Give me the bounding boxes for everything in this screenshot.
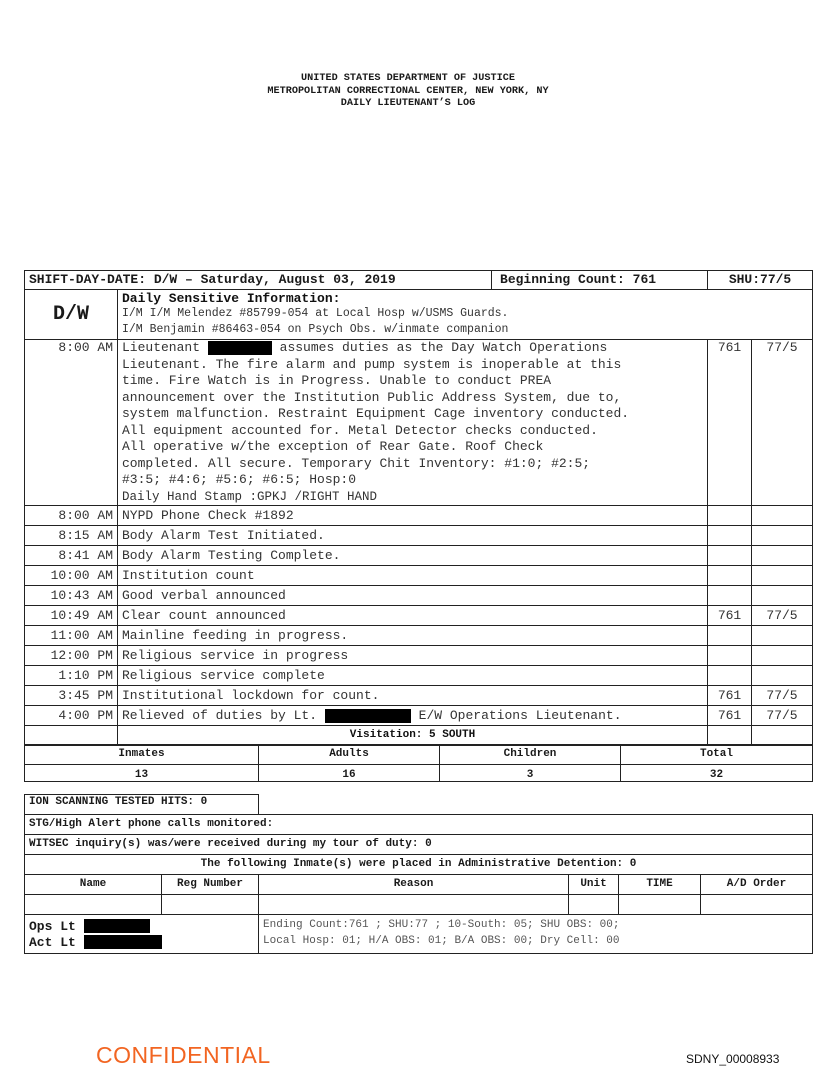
- entry-shu: 77/5: [752, 686, 813, 706]
- log-entry: [25, 566, 813, 586]
- entry-count: [708, 526, 752, 546]
- entry-text: Institutional lockdown for count.: [118, 686, 708, 706]
- visitation-table: [24, 744, 813, 782]
- document-header: [0, 73, 816, 111]
- log-entry: [25, 586, 813, 606]
- entry-text-line: announcement over the Institution Public Address System, due to,: [122, 389, 622, 405]
- log-entry: [25, 646, 813, 666]
- entry-shu: [752, 666, 813, 686]
- redaction-bar: [325, 709, 411, 723]
- log-entry: [25, 546, 813, 566]
- security-table: [24, 794, 813, 954]
- entry-text-line: All equipment accounted for. Metal Detector checks conducted.: [122, 422, 598, 438]
- entry-shu: [752, 626, 813, 646]
- entry-text: Relieved of duties by Lt.: [122, 708, 318, 723]
- log-entry: [25, 686, 813, 706]
- sensitive-info-line: I/M Benjamin #86463-054 on Psych Obs. w/inmate companion: [122, 323, 509, 336]
- log-entry: [25, 626, 813, 646]
- entry-time: 8:41 AM: [25, 546, 118, 566]
- daily-log-table: [24, 270, 813, 746]
- entry-shu: [752, 566, 813, 586]
- entry-text-line: completed. All secure. Temporary Chit Inventory: #1:0; #2:5;: [122, 455, 591, 471]
- entry-time: 4:00 PM: [25, 706, 118, 726]
- entry-text: assumes duties as the Day Watch Operations: [279, 340, 608, 355]
- redaction-bar: [84, 919, 150, 933]
- visitation-header: Adults: [259, 745, 440, 765]
- stg-monitored: STG/High Alert phone calls monitored:: [25, 814, 813, 834]
- entry-time: 10:43 AM: [25, 586, 118, 606]
- entry-shu: [752, 506, 813, 526]
- column-header-ad-order: A/D Order: [701, 874, 813, 894]
- redaction-bar: [84, 935, 162, 949]
- entry-text: E/W Operations Lieutenant.: [418, 708, 622, 723]
- entry-count: [708, 666, 752, 686]
- entry-text: Body Alarm Testing Complete.: [118, 546, 708, 566]
- header-facility: METROPOLITAN CORRECTIONAL CENTER, NEW YORK, NY: [267, 85, 549, 97]
- header-agency: UNITED STATES DEPARTMENT OF JUSTICE: [301, 73, 515, 84]
- entry-count: [708, 646, 752, 666]
- column-header-name: Name: [25, 874, 162, 894]
- entry-time: 1:10 PM: [25, 666, 118, 686]
- header-log-title: DAILY LIEUTENANT’S LOG: [340, 98, 476, 109]
- visitation-row: [25, 726, 813, 746]
- act-lt-label: Act Lt: [29, 934, 76, 950]
- signoff-row: [25, 914, 813, 953]
- ion-scanning: ION SCANNING TESTED HITS: 0: [25, 795, 259, 815]
- entry-text: Body Alarm Test Initiated.: [118, 526, 708, 546]
- entry-time: 10:00 AM: [25, 566, 118, 586]
- entry-count: 761: [708, 340, 752, 506]
- admin-detention-empty-row: [25, 894, 813, 914]
- ops-lt-label: Ops Lt: [29, 918, 76, 934]
- visitation-header: Children: [440, 745, 621, 765]
- entry-text-line: time. Fire Watch is in Progress. Unable to conduct PREA: [122, 373, 552, 388]
- ion-scanning-row: [25, 795, 813, 815]
- entry-time: 11:00 AM: [25, 626, 118, 646]
- log-entry-first: [25, 340, 813, 506]
- confidential-stamp: CONFIDENTIAL: [96, 1042, 271, 1068]
- entry-shu: [752, 526, 813, 546]
- entry-time: 12:00 PM: [25, 646, 118, 666]
- entry-count: [708, 546, 752, 566]
- entry-time: 3:45 PM: [25, 686, 118, 706]
- visitation-title: Visitation: 5 SOUTH: [118, 726, 708, 746]
- column-header-unit: Unit: [569, 874, 619, 894]
- entry-text: Clear count announced: [118, 606, 708, 626]
- beginning-count: Beginning Count: 761: [492, 271, 708, 290]
- entry-time: 8:15 AM: [25, 526, 118, 546]
- entry-text: Mainline feeding in progress.: [118, 626, 708, 646]
- entry-shu: 77/5: [752, 340, 813, 506]
- log-entry-relieved: [25, 706, 813, 726]
- entry-time: 8:00 AM: [25, 340, 118, 506]
- entry-text-line: #3:5; #4:6; #5:6; #6:5; Hosp:0: [122, 472, 357, 487]
- witsec-row: [25, 834, 813, 854]
- entry-time: 8:00 AM: [25, 506, 118, 526]
- entry-text-line: system malfunction. Restraint Equipment Cage inventory conducted.: [122, 406, 630, 421]
- ending-count-line: Local Hosp: 01; H/A OBS: 01; B/A OBS: 00; Dry Cell: 00: [263, 934, 620, 947]
- visitation-children: 3: [440, 765, 621, 782]
- shift-row: [25, 271, 813, 290]
- entry-text: NYPD Phone Check #1892: [118, 506, 708, 526]
- entry-count: [708, 566, 752, 586]
- witsec-inquiry: WITSEC inquiry(s) was/were received during my tour of duty: 0: [25, 834, 813, 854]
- entry-shu: 77/5: [752, 706, 813, 726]
- column-header-reason: Reason: [259, 874, 569, 894]
- entry-text: Religious service in progress: [118, 646, 708, 666]
- entry-shu: [752, 546, 813, 566]
- watch-code: D/W: [25, 290, 118, 340]
- redaction-bar: [208, 341, 272, 355]
- entry-count: 761: [708, 706, 752, 726]
- entry-text: Lieutenant: [122, 340, 201, 355]
- log-entry: [25, 506, 813, 526]
- entry-count: [708, 506, 752, 526]
- entry-shu: [752, 646, 813, 666]
- entry-text-line: Daily Hand Stamp :GPKJ /RIGHT HAND: [122, 489, 378, 504]
- visitation-header-row: [25, 745, 813, 765]
- entry-text: Institution count: [118, 566, 708, 586]
- column-header-reg-number: Reg Number: [162, 874, 259, 894]
- entry-shu: 77/5: [752, 606, 813, 626]
- log-entry: [25, 526, 813, 546]
- entry-text: Good verbal announced: [118, 586, 708, 606]
- entry-count: [708, 626, 752, 646]
- stg-row: [25, 814, 813, 834]
- admin-detention-header-row: [25, 874, 813, 894]
- visitation-header: Total: [621, 745, 813, 765]
- visitation-header: Inmates: [25, 745, 259, 765]
- ending-count-line: Ending Count:761 ; SHU:77 ; 10-South: 05; SHU OBS: 00;: [263, 918, 620, 931]
- admin-detention-title-row: [25, 854, 813, 874]
- entry-text-line: All operative w/the exception of Rear Gate. Roof Check: [122, 439, 544, 454]
- entry-count: 761: [708, 606, 752, 626]
- bates-number: SDNY_00008933: [686, 1052, 780, 1066]
- entry-text-line: Lieutenant. The fire alarm and pump system is inoperable at this: [122, 356, 622, 372]
- entry-count: 761: [708, 686, 752, 706]
- shu-count: SHU:77/5: [708, 271, 813, 290]
- column-header-time: TIME: [619, 874, 701, 894]
- entry-count: [708, 586, 752, 606]
- entry-text: Religious service complete: [118, 666, 708, 686]
- log-entry: [25, 606, 813, 626]
- visitation-inmates: 13: [25, 765, 259, 782]
- sensitive-info-line: I/M I/M Melendez #85799-054 at Local Hosp w/USMS Guards.: [122, 307, 509, 320]
- entry-time: 10:49 AM: [25, 606, 118, 626]
- visitation-adults: 16: [259, 765, 440, 782]
- shift-day-date: SHIFT-DAY-DATE: D/W – Saturday, August 03, 2019: [25, 271, 492, 290]
- log-entry: [25, 666, 813, 686]
- entry-shu: [752, 586, 813, 606]
- admin-detention-title: The following Inmate(s) were placed in Administrative Detention: 0: [25, 854, 813, 874]
- sensitive-info-title: Daily Sensitive Information:: [122, 291, 341, 306]
- visitation-value-row: [25, 765, 813, 782]
- visitation-total: 32: [621, 765, 813, 782]
- sensitive-info-row: [25, 290, 813, 340]
